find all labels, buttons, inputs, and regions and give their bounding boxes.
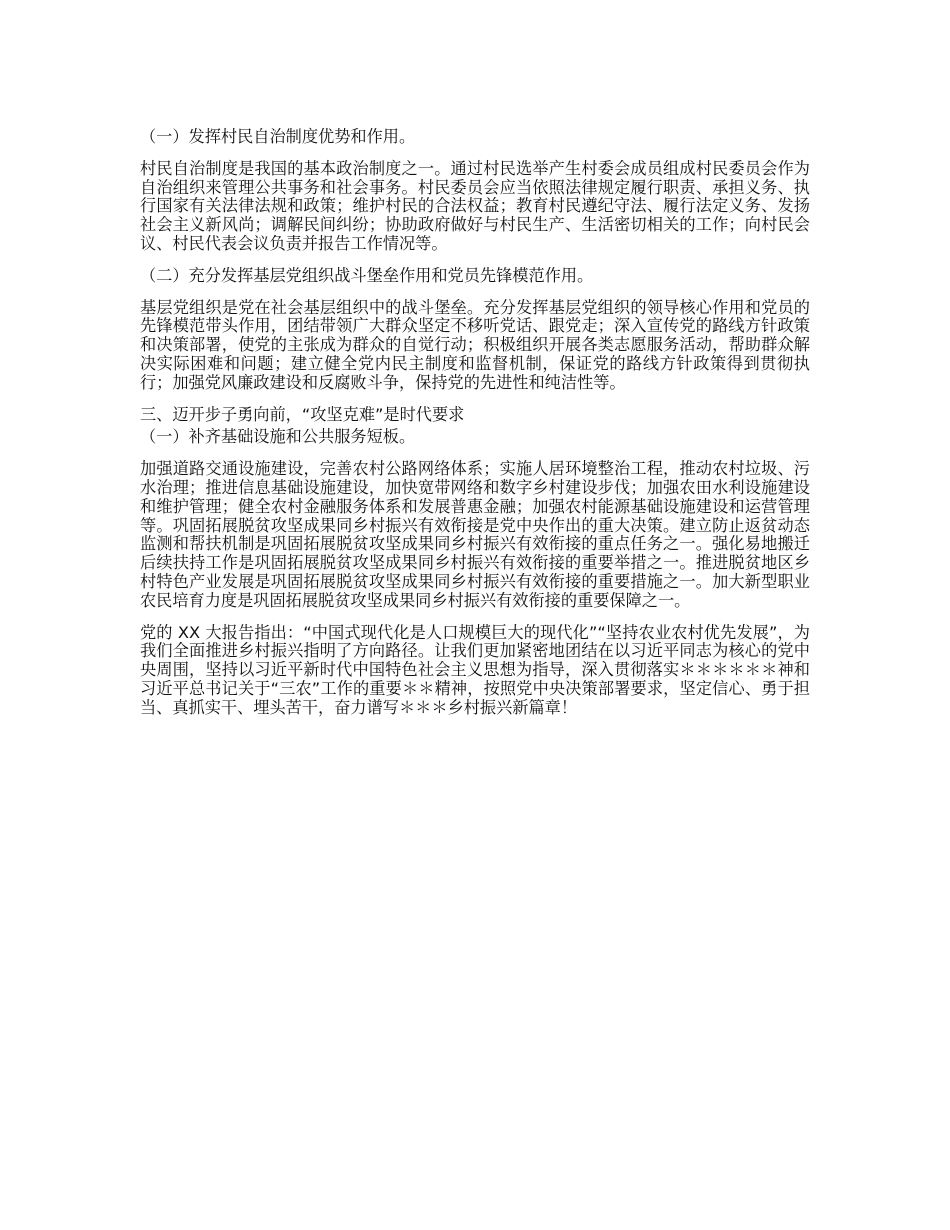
section-heading-infrastructure: （一）补齐基础设施和公共服务短板。 bbox=[140, 427, 416, 447]
paragraph-conclusion: 党的 XX 大报告指出：“中国式现代化是人口规模巨大的现代化”“坚持农业农村优先发展”，为我们全面推进乡村振兴指明了方向路径。让我们更加紧密地团结在以习近平同志为核心的党中央周围，坚持以习近平新时代中国特色社会主义思想为指导，深入贯彻落实＊＊＊＊＊＊神和习近平总书记关于“三农”工作的重要＊＊精神，按照党中央决策部署要求，坚定信心、勇于担当、真抓实干、埋头苦干，奋力谱写＊＊＊乡村振兴新篇章！ bbox=[140, 622, 810, 717]
paragraph-infrastructure: 加强道路交通设施建设，完善农村公路网络体系；实施人居环境整治工程，推动农村垃圾、污水治理；推进信息基础设施建设，加快宽带网络和数字乡村建设步伐；加强农田水利设施建设和维护管理；健全农村金融服务体系和发展普惠金融；加强农村能源基础设施建设和运营管理等。巩固拓展脱贫攻坚成果同乡村振兴有效衔接是党中央作出的重大决策。建立防止返贫动态监测和帮扶机制是巩固拓展脱贫攻坚成果同乡村振兴有效衔接的重点任务之一。强化易地搬迁后续扶持工作是巩固拓展脱贫攻坚成果同乡村振兴有效衔接的重要举措之一。推进脱贫地区乡村特色产业发展是巩固拓展脱贫攻坚成果同乡村振兴有效衔接的重要措施之一。加大新型职业农民培育力度是巩固拓展脱贫攻坚成果同乡村振兴有效衔接的重要保障之一。 bbox=[140, 459, 810, 610]
section-heading-village-autonomy: （一）发挥村民自治制度优势和作用。 bbox=[140, 127, 416, 146]
paragraph-party-organization: 基层党组织是党在社会基层组织中的战斗堡垒。充分发挥基层党组织的领导核心作用和党员的先锋模范带头作用，团结带领广大群众坚定不移听党话、跟党走；深入宣传党的路线方针政策和决策部署，使党的主张成为群众的自觉行动；积极组织开展各类志愿服务活动，帮助群众解决实际困难和问题；建立健全党内民主制度和监督机制，保证党的路线方针政策得到贯彻执行；加强党风廉政建设和反腐败斗争，保持党的先进性和纯洁性等。 bbox=[140, 297, 810, 392]
section-heading-party-organization: （二）充分发挥基层党组织战斗堡垒作用和党员先锋模范作用。 bbox=[140, 265, 594, 285]
chapter-heading-tackle-difficulties: 三、迈开步子勇向前，“攻坚克难”是时代要求 bbox=[140, 404, 465, 424]
paragraph-village-autonomy: 村民自治制度是我国的基本政治制度之一。通过村民选举产生村委会成员组成村民委员会作为自治组织来管理公共事务和社会事务。村民委员会应当依照法律规定履行职责、承担义务、执行国家有关法律法规和政策；维护村民的合法权益；教育村民遵纪守法、履行法定义务、发扬社会主义新风尚；调解民间纠纷；协助政府做好与村民生产、生活密切相关的工作；向村民会议、村民代表会议负责并报告工作情况等。 bbox=[140, 158, 810, 253]
